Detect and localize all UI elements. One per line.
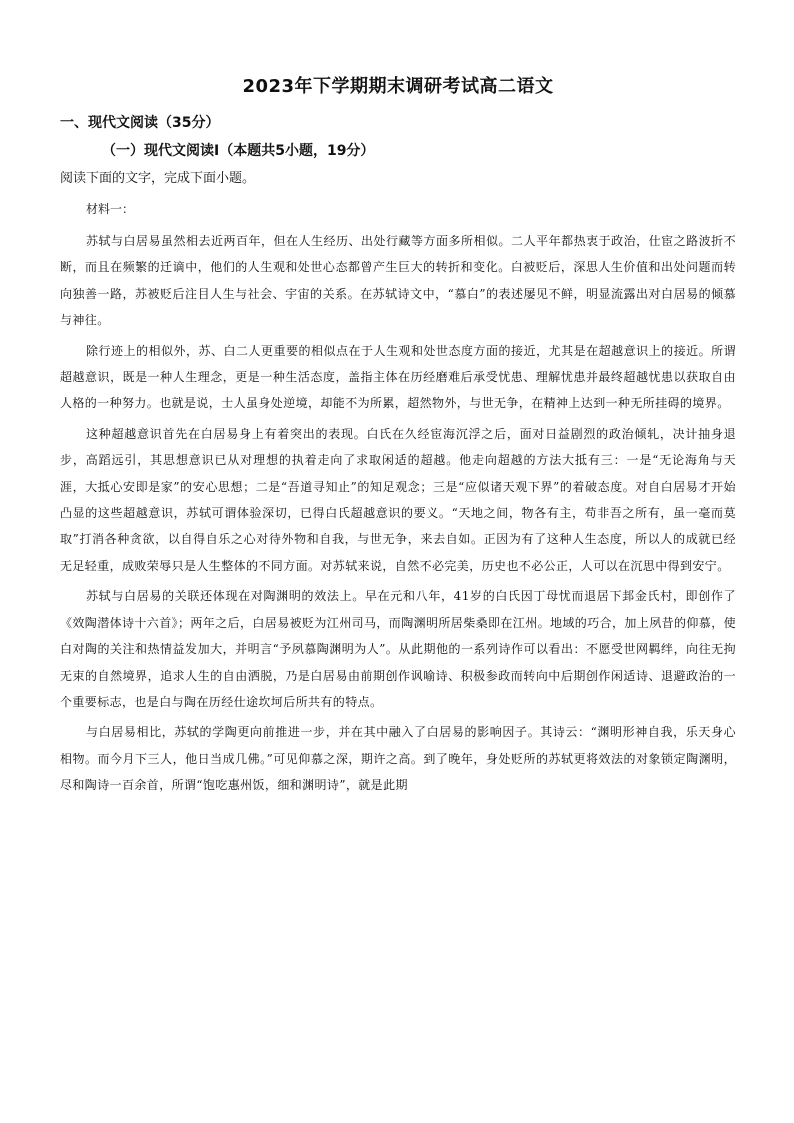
- paragraph: 与白居易相比，苏轼的学陶更向前推进一步，并在其中融入了白居易的影响因子。其诗云：“渊明形神自我，乐天身心相物。而今月下三人，他日当成几佛。”可见仰慕之深，期许之高。到了晚年，身处贬所的苏轼更将效法的对象锁定陶渊明，尽和陶诗一百余首，所谓“饱吃惠州饭，细和渊明诗”，就是此期: [60, 725, 736, 793]
- material-label: 材料一：: [86, 202, 135, 216]
- subsection-heading: （一）现代文阅读Ⅰ（本题共5小题，19分）: [102, 143, 375, 159]
- page-title: 2023年下学期期末调研考试高二语文: [242, 76, 554, 97]
- document-page: [60, 64, 736, 803]
- section-heading: 一、现代文阅读（35分）: [60, 115, 220, 131]
- paragraph: 除行迹上的相似外，苏、白二人更重要的相似点在于人生观和处世态度方面的接近，尤其是在超越意识上的接近。所谓超越意识，既是一种人生理念，更是一种生活态度，盖指主体在历经磨难后承受忧患、理解忧患并最终超越忧患以获取自由人格的一种努力。也就是说，士人虽身处逆境，却能不为所累，超然物外，与世无争，在精神上达到一种无所挂碍的境界。: [60, 343, 736, 411]
- paragraph: 这种超越意识首先在白居易身上有着突出的表现。白氏在久经宦海沉浮之后，面对日益剧烈的政治倾轧，决计抽身退步，高蹈远引，其思想意识已从对理想的执着走向了求取闲适的超越。他走向超越的方法大抵有三：一是“无论海角与天涯，大抵心安即是家”的安心思想；二是“吾道寻知止”的知足观念；三是“应似诸天观下界”的着破态度。对自白居易才开始凸显的这些超越意识，苏轼可谓体验深切，已得白氏超越意识的要义。“天地之间，物各有主，苟非吾之所有，虽一毫而莫取”打消各种贪欲，以自得自乐之心对待外物和自我，与世无争，来去自如。正因为有了这种人生态度，所以人的成就已经无足轻重，成败荣辱只是人生整体的不同方面。对苏轼来说，自然不必完美，历史也不必公正，人可以在沉思中得到安宁。: [60, 426, 736, 573]
- reading-instruction: 阅读下面的文字，完成下面小题。: [60, 171, 256, 186]
- paragraph: 苏轼与白居易虽然相去近两百年，但在人生经历、出处行藏等方面多所相似。二人平年都热衷于政治，仕宦之路波折不断，而且在频繁的迁谪中，他们的人生观和处世心态都曾产生巨大的转折和变化。白被贬后，深思人生价值和出处问题而转向独善一路，苏被贬后注目人生与社会、宇宙的关系。在苏轼诗文中，“慕白”的表述屡见不鲜，明显流露出对白居易的倾慕与神往。: [60, 234, 736, 328]
- paragraph: 苏轼与白居易的关联还体现在对陶渊明的效法上。早在元和八年，41岁的白氏因丁母忧而退居下邽金氏村，即创作了《效陶潜体诗十六首》；两年之后，白居易被贬为江州司马，而陶渊明所居柴桑即在江州。地域的巧合，加上夙昔的仰慕，使白对陶的关注和热情益发加大，并明言“予夙慕陶渊明为人”。从此期他的一系列诗作可以看出：不愿受世网羁绊，向往无拘无束的自然境界，追求人生的自由洒脱，乃是白居易由前期创作讽喻诗、积极参政而转向中后期创作闲适诗、退避政治的一个重要标志，也是白与陶在历经仕途坎坷后所共有的特点。: [60, 589, 737, 709]
